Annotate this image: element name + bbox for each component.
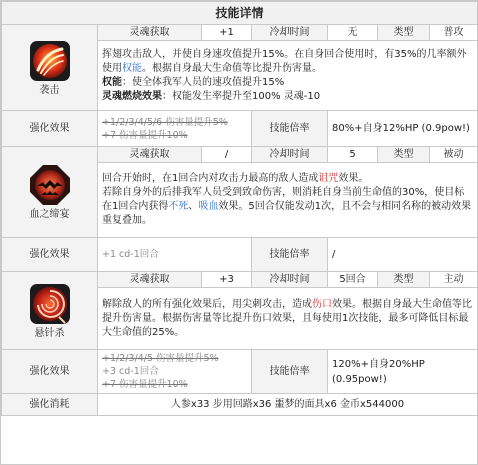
- skill-1-soul-label: 灵魂获取: [98, 25, 202, 41]
- skill-3-soul-label: 灵魂获取: [98, 272, 202, 288]
- skill-3-cd-value: 5回合: [328, 272, 378, 288]
- skill-1-cd-value: 无: [328, 25, 378, 41]
- skill-2-enhance-list: [98, 238, 252, 272]
- enhance-line: +3 cd-1回合: [102, 366, 159, 377]
- skill-3-description: [98, 288, 478, 350]
- skill-2-name: 血之缔宴: [29, 209, 70, 220]
- skill-2-ratio-value: /: [328, 238, 478, 272]
- skill-2-desc-text: 回合开始时，在1回合内对攻击力最高的敌人造成: [102, 173, 319, 184]
- skill-3-desc-text: 解除敌人的所有强化效果后，用尖刺攻击，造成: [102, 298, 312, 310]
- cost-value: 人参x33 步用回路x36 噩梦的面具x6 金币x544000: [98, 394, 478, 416]
- enhance-line: +7 伤害量提升10%: [102, 129, 188, 141]
- enhance-line: +7 伤害量提升10%: [102, 379, 188, 390]
- skill-1-description: [98, 41, 478, 111]
- skill-3-cd-label: 冷却时间: [252, 272, 328, 288]
- red-vortex-icon: [29, 283, 71, 325]
- skill-3-type-value: 主动: [430, 272, 478, 288]
- skill-1-soul-value: +1: [202, 25, 252, 41]
- skill-1-desc-text-end: 。根据自身最大生命值等比提升伤害量。: [142, 62, 322, 74]
- skill-1-enhance-row: [2, 111, 478, 147]
- skill-3-wound-keyword[interactable]: 伤口: [312, 298, 332, 310]
- skill-3-soul-value: +3: [202, 272, 252, 288]
- skill-1-desc-text: 挥翅攻击敌人，并使自身速攻值提升15%。在自身回合使用时，有35%的几率额外使用: [102, 48, 467, 74]
- bat-moon-icon: [29, 164, 71, 206]
- skill-2-soul-value: /: [202, 147, 252, 163]
- skill-table: [1, 1, 478, 416]
- claw-slash-icon: [29, 40, 71, 82]
- skill-3-icon-cell: [2, 272, 98, 350]
- skill-2-desc-text-end: 效果。: [338, 173, 369, 184]
- skill-2-type-label: 类型: [378, 147, 430, 163]
- skill-2-desc-text-2: 若除自身外的后排我军人员受到致命伤害，则消耗自身当前生命值的30%，使目标在1回合内获得: [102, 187, 465, 212]
- cost-label: 强化消耗: [2, 394, 98, 416]
- skill-2-enhance-label: 强化效果: [2, 238, 98, 272]
- enhance-line: +1/2/3/4/5 伤害量提升5%: [102, 353, 219, 364]
- skill-2-ratio-label: 技能倍率: [252, 238, 328, 272]
- skill-2-icon-cell: [2, 147, 98, 238]
- skill-1-icon-cell: [2, 25, 98, 111]
- page-title: 技能详情: [2, 2, 478, 25]
- skill-2-enhance-row: [2, 238, 478, 272]
- skill-3-type-label: 类型: [378, 272, 430, 288]
- skill-3-enhance-row: [2, 350, 478, 394]
- skill-2-soul-label: 灵魂获取: [98, 147, 202, 163]
- skill-2-cd-value: 5: [328, 147, 378, 163]
- cost-row: [2, 394, 478, 416]
- skill-2-desc-sep: 、: [188, 201, 199, 212]
- skill-2-stats-row: [2, 147, 478, 163]
- skill-2-undying-keyword[interactable]: 不死: [168, 201, 189, 212]
- skill-2-lifesteal-keyword[interactable]: 吸血: [198, 201, 219, 212]
- skill-1-enhance-label: 强化效果: [2, 111, 98, 147]
- skill-2-type-value: 被动: [430, 147, 478, 163]
- skill-1-name: 袭击: [39, 84, 60, 96]
- skill-1-soulburn-text: ：权能发生率提升至100% 灵魂-10: [162, 90, 321, 102]
- skill-1-cd-label: 冷却时间: [252, 25, 328, 41]
- skill-3-enhance-list: [98, 350, 252, 394]
- skill-1-type-value: 普攻: [430, 25, 478, 41]
- skill-3-stats-row: [2, 272, 478, 288]
- skill-3-ratio-label: 技能倍率: [252, 350, 328, 394]
- skill-2-cd-label: 冷却时间: [252, 147, 328, 163]
- enhance-line: +1 cd-1回合: [102, 249, 159, 260]
- skill-1-stats-row: [2, 25, 478, 41]
- title-row: [2, 2, 478, 25]
- enhance-line: +1/2/3/4/5/6 伤害量提升5%: [102, 116, 228, 128]
- skill-1-power-text: ：使全体我军人员的速攻值提升15%: [122, 76, 285, 88]
- skill-2-curse-keyword[interactable]: 诅咒: [318, 173, 339, 184]
- skill-1-soulburn-label: 灵魂燃烧效果: [102, 90, 162, 102]
- skill-1-ratio-label: 技能倍率: [252, 111, 328, 147]
- skill-3-desc-text-end: 效果。根据自身最大生命值等比提升伤害量。根据伤害量等比提升伤口效果，且每使用1次技能，最多可降低目标最大生命值的25%。: [102, 298, 472, 338]
- skill-1-desc-keyword-link[interactable]: 权能: [122, 62, 142, 74]
- skill-1-power-label: 权能: [102, 76, 122, 88]
- skill-1-enhance-list: [98, 111, 252, 147]
- skill-1-ratio-value: 80%+自身12%HP (0.9pow!): [328, 111, 478, 147]
- skill-1-type-label: 类型: [378, 25, 430, 41]
- skill-3-enhance-label: 强化效果: [2, 350, 98, 394]
- skill-2-desc-text-2-end: 效果。5回合仅能发动1次，且不会与相同名称的被动效果重复叠加。: [102, 201, 472, 226]
- skill-2-description: [98, 163, 478, 238]
- skill-3-ratio-value: 120%+自身20%HP (0.95pow!): [328, 350, 478, 394]
- skill-3-name: 悬针杀: [34, 327, 65, 339]
